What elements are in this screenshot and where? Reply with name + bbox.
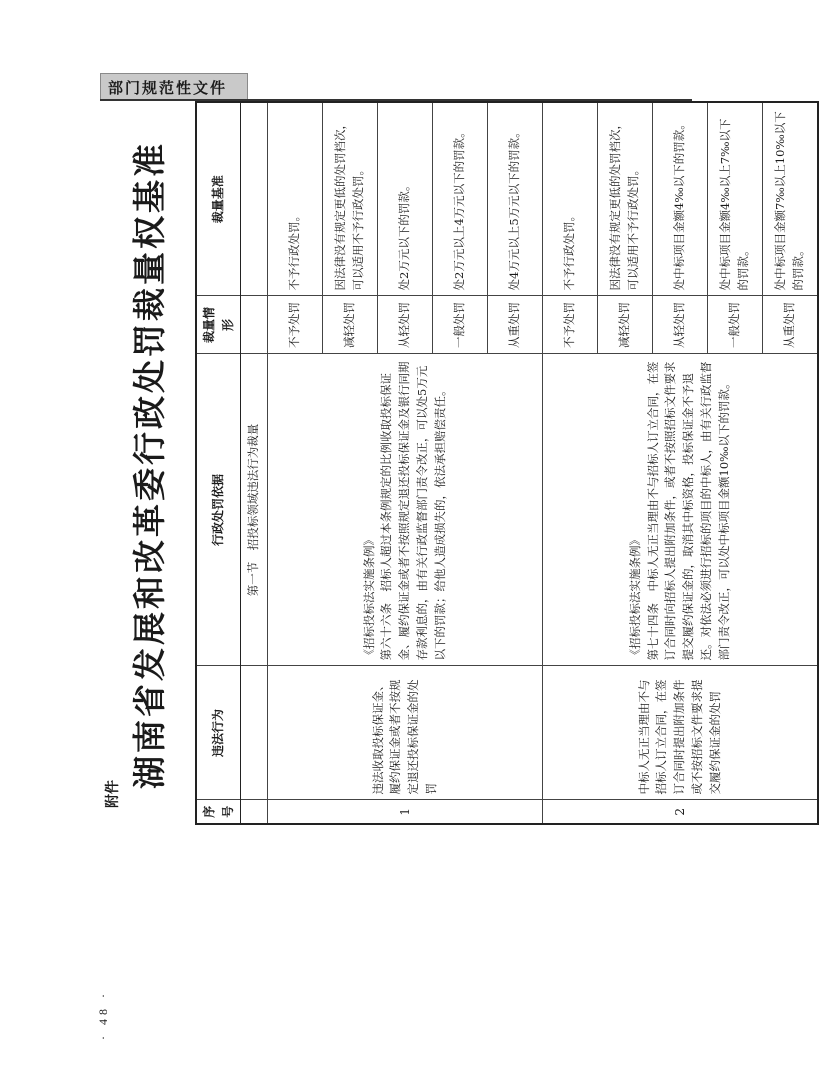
row-seq: 2 [543,800,819,824]
tier-level: 减轻处罚 [323,296,378,354]
tier-level: 从轻处罚 [653,296,708,354]
section-title: 第一节 招投标领域违法行为裁量 [241,354,268,666]
table-header-row [196,102,241,824]
tier-standard: 处中标项目金额4‰以上7‰以下的罚款。 [708,102,763,296]
tier-standard: 因法律没有规定更低的处罚档次，可以适用不予行政处罚。 [323,102,378,296]
category-label: 部门规范性文件 [108,79,228,97]
basis-law-name: 《招标投标法实施条例》 [361,534,376,661]
row-violation: 违法收取投标保证金、履约保证金或者不按规定退还投标保证金的处罚 [268,666,543,800]
row-seq: 1 [268,800,543,824]
tier-standard: 不予行政处罚。 [543,102,598,296]
col-header-level: 裁量情形 [196,296,241,354]
tier-level: 减轻处罚 [598,296,653,354]
tier-standard: 不予行政处罚。 [268,102,323,296]
basis-article-text: 第七十四条 中标人无正当理由不与招标人订立合同，在签订合同时向招标人提出附加条件，或者不按照招标文件要求提交履约保证金的，取消其中标资格，投标保证金不予退还。对依法必须进行招标的项目的中标人，由有关行政监督部门责令改正，可以处中标项目金额10‰以下的罚款。 [645,361,731,661]
tier-standard: 处4万元以上5万元以下的罚款。 [488,102,543,296]
rotated-page-content [90,40,806,1040]
section-row [241,102,268,824]
tier-standard: 处中标项目金额7‰以上10‰以下的罚款。 [763,102,819,296]
table-row [543,102,598,824]
tier-standard: 处2万元以上4万元以下的罚款。 [433,102,488,296]
tier-standard: 处2万元以下的罚款。 [378,102,433,296]
col-header-violation: 违法行为 [196,666,241,800]
tier-standard: 因法律没有规定更低的处罚档次，可以适用不予行政处罚。 [598,102,653,296]
tier-level: 不予处罚 [543,296,598,354]
penalty-standards-table [195,101,819,825]
col-header-basis: 行政处罚依据 [196,354,241,666]
basis-law-name: 《招标投标法实施条例》 [627,534,642,661]
tier-level: 一般处罚 [708,296,763,354]
tier-level: 不予处罚 [268,296,323,354]
row-basis [543,354,819,666]
page-number: · 48 · [96,990,110,1040]
table-row [268,102,323,824]
document-title: 湖南省发展和改革委行政处罚裁量权基准 [130,141,169,789]
tier-level: 从重处罚 [488,296,543,354]
col-header-standard: 裁量基准 [196,102,241,296]
attachment-label: 附件 [105,780,121,808]
col-header-seq: 序号 [196,800,241,824]
basis-article-text: 第六十六条 招标人超过本条例规定的比例收取投标保证金、履约保证金或者不按照规定退还投标保证金及银行同期存款利息的，由有关行政监督部门责令改正，可以处5万元以下的罚款；给他人造成损失的，依法承担赔偿责任。 [379,361,447,661]
tier-level: 一般处罚 [433,296,488,354]
row-violation: 中标人无正当理由不与招标人订立合同，在签订合同时提出附加条件或不按招标文件要求提交履约保证金的处罚 [543,666,819,800]
row-basis [268,354,543,666]
tier-standard: 处中标项目金额4‰以下的罚款。 [653,102,708,296]
tier-level: 从轻处罚 [378,296,433,354]
tier-level: 从重处罚 [763,296,819,354]
